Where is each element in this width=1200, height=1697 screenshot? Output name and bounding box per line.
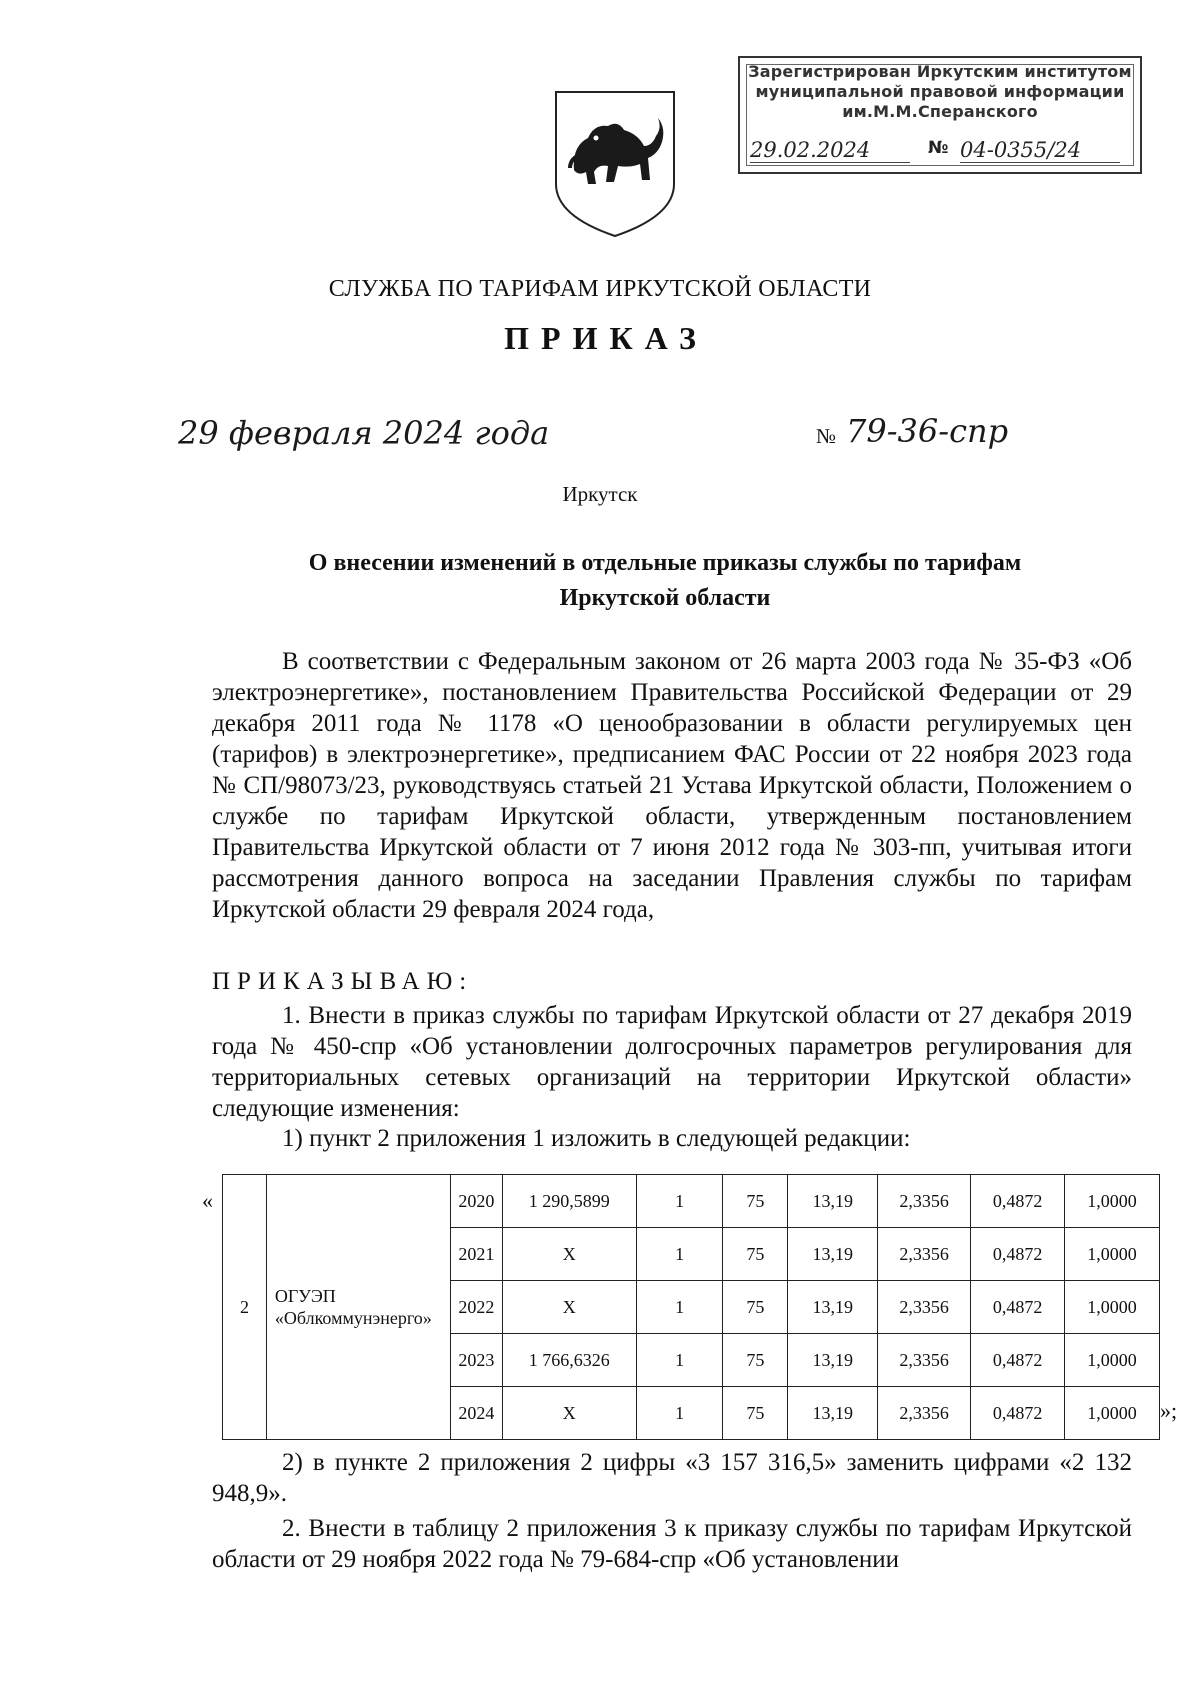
table-cell-organization: ОГУЭП «Облкоммунэнерго» — [266, 1175, 450, 1440]
table-cell: 1 — [636, 1281, 723, 1334]
table-cell: 75 — [723, 1281, 788, 1334]
table-cell: 2,3356 — [878, 1281, 971, 1334]
sub-item-1: 1) пункт 2 приложения 1 изложить в следующей редакции: — [282, 1125, 911, 1152]
heading-line-1: О внесении изменений в отдельные приказы службы по тарифам — [308, 550, 1022, 576]
city: Иркутск — [562, 482, 638, 506]
table-cell: 75 — [723, 1334, 788, 1387]
table-cell: X — [502, 1281, 636, 1334]
parameters-table — [222, 1174, 1160, 1440]
table-cell: 75 — [723, 1228, 788, 1281]
table-cell: 1 290,5899 — [502, 1175, 636, 1228]
table-cell: 2,3356 — [878, 1387, 971, 1440]
table-row — [223, 1175, 1160, 1228]
table-cell: 1 — [636, 1334, 723, 1387]
table-cell: 2,3356 — [878, 1175, 971, 1228]
quote-close: »; — [1160, 1398, 1178, 1423]
item-2-paragraph: 2. Внести в таблицу 2 приложения 3 к приказу службы по тарифам Иркутской области от 29 ноября 2022 года № 79-684-спр «Об установлении — [212, 1515, 1132, 1573]
order-directive: ПРИКАЗЫВАЮ: — [212, 968, 474, 995]
table-cell: 1 766,6326 — [502, 1334, 636, 1387]
table-cell: 2023 — [450, 1334, 502, 1387]
table-cell: 1,0000 — [1065, 1175, 1160, 1228]
document-heading — [200, 546, 1130, 616]
stamp-number-label: № — [928, 138, 949, 158]
stamp-line-3: им.М.М.Сперанского — [842, 102, 1038, 121]
table-cell: 0,4872 — [971, 1281, 1065, 1334]
table-cell: 2024 — [450, 1387, 502, 1440]
quote-open: « — [202, 1188, 213, 1213]
table-cell: 1,0000 — [1065, 1334, 1160, 1387]
agency-name: СЛУЖБА ПО ТАРИФАМ ИРКУТСКОЙ ОБЛАСТИ — [328, 276, 872, 302]
sub-item-2: 2) в пункте 2 приложения 2 цифры «3 157 316,5» заменить цифрами «2 132 948,9». — [212, 1449, 1132, 1507]
table-cell: 13,19 — [788, 1387, 878, 1440]
table-cell: 0,4872 — [971, 1387, 1065, 1440]
intro-paragraph: В соответствии с Федеральным законом от 26 марта 2003 года № 35-ФЗ «Об электроэнергетике», постановлением Правительства Российской Федерации от 29 декабря 2011 года № 1178 «О ценообразовании в области регулируемых цен (тарифов) в электроэнергетике», предписанием ФАС России от 22 ноября 2023 года № СП/98073/23, руководствуясь статьей 21 Устава Иркутской области, Положением о службе по тарифам Иркутской области, утвержденным постановлением Правительства Иркутской области от 7 июня 2012 года № 303-пп, учитывая итоги рассмотрения данного вопроса на заседании Правления службы по тарифам Иркутской области 29 февраля 2024 года, — [212, 648, 1132, 923]
table-cell: 1 — [636, 1228, 723, 1281]
table-cell: 0,4872 — [971, 1334, 1065, 1387]
table-cell: 2022 — [450, 1281, 502, 1334]
item-1-paragraph: 1. Внести в приказ службы по тарифам Иркутской области от 27 декабря 2019 года № 450-спр «Об установлении долгосрочных параметров регулирования для территориальных сетевых организаций на территории Иркутской области» следующие изменения: — [212, 1002, 1132, 1122]
table-cell: 0,4872 — [971, 1175, 1065, 1228]
registration-stamp — [738, 56, 1142, 174]
heading-line-2: Иркутской области — [559, 585, 771, 611]
document-title: ПРИКАЗ — [504, 320, 708, 356]
table-cell: 75 — [723, 1175, 788, 1228]
table-cell: 2020 — [450, 1175, 502, 1228]
table-cell: 1,0000 — [1065, 1281, 1160, 1334]
table-cell: 1 — [636, 1387, 723, 1440]
stamp-line-1: Зарегистрирован Иркутским институтом — [748, 62, 1132, 81]
table-cell: X — [502, 1387, 636, 1440]
stamp-line-2: муниципальной правовой информации — [755, 82, 1125, 101]
table-cell: 75 — [723, 1387, 788, 1440]
table-cell: 1 — [636, 1175, 723, 1228]
table-cell: 1,0000 — [1065, 1228, 1160, 1281]
table-cell: 13,19 — [788, 1175, 878, 1228]
coat-of-arms-emblem — [552, 88, 678, 240]
table-cell: 13,19 — [788, 1228, 878, 1281]
table-cell: 2,3356 — [878, 1334, 971, 1387]
order-number-label: № — [816, 424, 837, 448]
table-cell: X — [502, 1228, 636, 1281]
table-cell: 2021 — [450, 1228, 502, 1281]
order-date: 29 февраля 2024 года — [178, 414, 550, 452]
table-cell: 13,19 — [788, 1281, 878, 1334]
table-cell-row-number: 2 — [223, 1175, 267, 1440]
table-cell: 1,0000 — [1065, 1387, 1160, 1440]
table-cell: 2,3356 — [878, 1228, 971, 1281]
stamp-number: 04-0355/24 — [960, 138, 1120, 163]
stamp-date: 29.02.2024 — [750, 138, 910, 163]
table-cell: 13,19 — [788, 1334, 878, 1387]
order-number: 79-36-спр — [846, 412, 1009, 450]
table-cell: 0,4872 — [971, 1228, 1065, 1281]
